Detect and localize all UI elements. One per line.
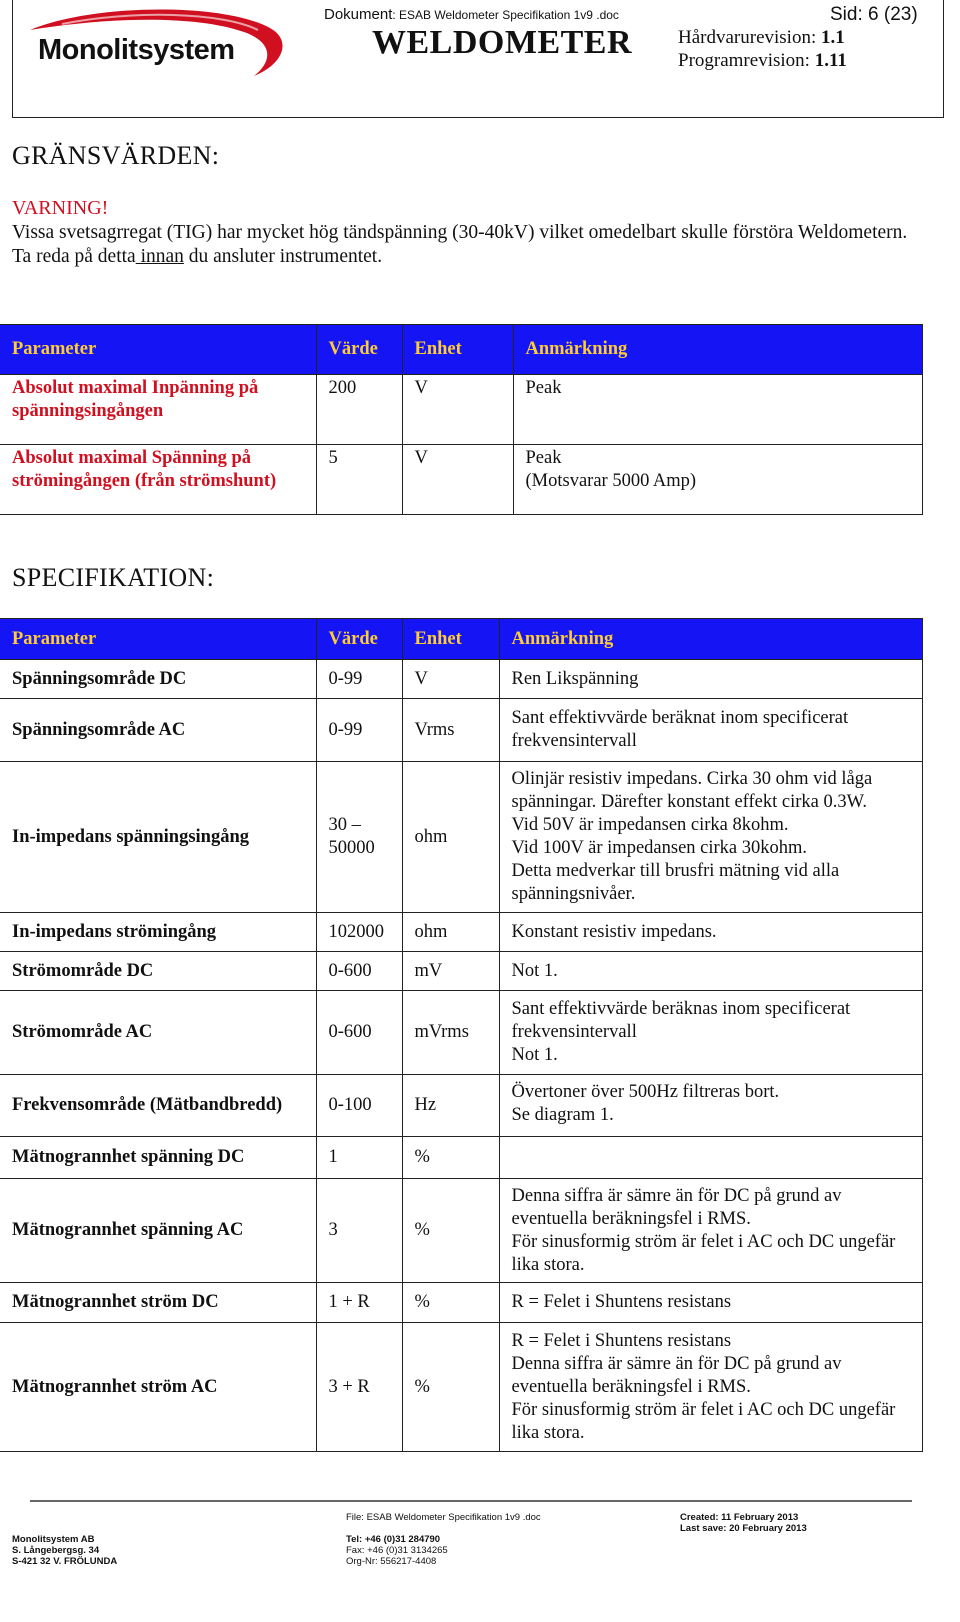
param-cell: Absolut maximal Spänning på strömingången (från strömshunt) xyxy=(0,445,316,515)
note-cell: Olinjär resistiv impedans. Cirka 30 ohm vid låga spänningar. Därefter konstant effekt cirka 0.3W. Vid 50V är impedansen cirka 8kohm. Vid 100V är impedansen cirka 30kohm. Detta medverkar till brusfri mätning vid alla spänningsnivåer. xyxy=(499,762,922,913)
param-cell: Mätnogrannhet spänning AC xyxy=(0,1179,316,1283)
note-cell: Not 1. xyxy=(499,952,922,991)
unit-cell: ohm xyxy=(402,762,499,913)
column-header: Värde xyxy=(316,325,402,375)
note-cell: Sant effektivvärde beräknat inom specificerat frekvensintervall xyxy=(499,699,922,762)
param-cell: Mätnogrannhet spänning DC xyxy=(0,1137,316,1179)
table-row xyxy=(0,1283,922,1323)
table-row xyxy=(0,762,922,913)
value-cell: 0-99 xyxy=(316,699,402,762)
param-cell: Strömområde DC xyxy=(0,952,316,991)
value-cell: 30 – 50000 xyxy=(316,762,402,913)
value-cell: 3 + R xyxy=(316,1323,402,1452)
footer-tel: Tel: +46 (0)31 284790 xyxy=(346,1534,441,1545)
value-cell: 1 xyxy=(316,1137,402,1179)
param-cell: Strömområde AC xyxy=(0,991,316,1075)
page-number: Sid: 6 (23) xyxy=(830,4,918,25)
footer-company: Monolitsystem AB xyxy=(12,1534,95,1545)
note-cell: R = Felet i Shuntens resistans Denna siffra är sämre än för DC på grund av eventuella beräkningsfel i RMS. För sinusformig ström är felet i AC och DC ungefär lika stora. xyxy=(499,1323,922,1452)
footer-file: File: ESAB Weldometer Specifikation 1v9 .doc xyxy=(346,1512,541,1523)
unit-cell: % xyxy=(402,1137,499,1179)
column-header: Parameter xyxy=(0,325,316,375)
note-cell: Peak xyxy=(513,375,922,445)
column-header: Enhet xyxy=(402,619,499,660)
unit-cell: % xyxy=(402,1283,499,1323)
document-name: Dokument: ESAB Weldometer Specifikation 1v9 .doc xyxy=(324,6,619,23)
spec-table-header xyxy=(0,619,922,660)
limits-heading: GRÄNSVÄRDEN: xyxy=(12,141,220,170)
limits-table-header xyxy=(0,325,922,375)
note-cell xyxy=(499,1137,922,1179)
column-header: Enhet xyxy=(402,325,513,375)
unit-cell: Vrms xyxy=(402,699,499,762)
table-row xyxy=(0,1075,922,1137)
footer-created: Created: 11 February 2013 xyxy=(680,1512,799,1523)
value-cell: 102000 xyxy=(316,913,402,952)
spec-table xyxy=(0,618,923,1452)
unit-cell: % xyxy=(402,1323,499,1452)
spec-heading: SPECIFIKATION: xyxy=(12,563,215,592)
unit-cell: % xyxy=(402,1179,499,1283)
table-row xyxy=(0,660,922,699)
note-cell: Denna siffra är sämre än för DC på grund av eventuella beräkningsfel i RMS. För sinusformig ström är felet i AC och DC ungefär lika stora. xyxy=(499,1179,922,1283)
unit-cell: V xyxy=(402,375,513,445)
footer-divider xyxy=(30,1500,912,1502)
warning-title: VARNING! xyxy=(12,197,109,219)
footer-last-save: Last save: 20 February 2013 xyxy=(680,1523,807,1534)
table-row xyxy=(0,913,922,952)
note-cell: Övertoner över 500Hz filtreras bort. Se diagram 1. xyxy=(499,1075,922,1137)
footer-fax: Fax: +46 (0)31 3134265 xyxy=(346,1545,448,1556)
table-row xyxy=(0,445,922,515)
value-cell: 1 + R xyxy=(316,1283,402,1323)
table-row xyxy=(0,1179,922,1283)
company-logo-text: Monolitsystem xyxy=(38,34,235,66)
value-cell: 5 xyxy=(316,445,402,515)
note-cell: Ren Likspänning xyxy=(499,660,922,699)
footer-street: S. Långebergsg. 34 xyxy=(12,1545,100,1556)
warning-text: Vissa svetsagrregat (TIG) har mycket hög tändspänning (30-40kV) vilket omedelbart skulle förstöra Weldometern. Ta reda på detta innan du ansluter instrumentet. xyxy=(12,222,908,267)
table-row xyxy=(0,699,922,762)
value-cell: 3 xyxy=(316,1179,402,1283)
param-cell: Mätnogrannhet ström DC xyxy=(0,1283,316,1323)
column-header: Anmärkning xyxy=(499,619,922,660)
table-row xyxy=(0,1137,922,1179)
unit-cell: mVrms xyxy=(402,991,499,1075)
note-cell: Sant effektivvärde beräknas inom specificerat frekvensintervall Not 1. xyxy=(499,991,922,1075)
value-cell: 200 xyxy=(316,375,402,445)
note-cell: Konstant resistiv impedans. xyxy=(499,913,922,952)
value-cell: 0-600 xyxy=(316,952,402,991)
value-cell: 0-99 xyxy=(316,660,402,699)
column-header: Värde xyxy=(316,619,402,660)
table-row xyxy=(0,1323,922,1452)
program-revision: Programrevision: 1.11 xyxy=(678,50,847,71)
footer-city: S-421 32 V. FRÖLUNDA xyxy=(12,1556,118,1567)
note-cell: R = Felet i Shuntens resistans xyxy=(499,1283,922,1323)
hardware-revision: Hårdvarurevision: 1.1 xyxy=(678,27,845,48)
param-cell: Spänningsområde DC xyxy=(0,660,316,699)
table-row xyxy=(0,375,922,445)
unit-cell: ohm xyxy=(402,913,499,952)
footer-org: Org-Nr: 556217-4408 xyxy=(346,1556,437,1567)
limits-table xyxy=(0,324,923,515)
document-title: WELDOMETER xyxy=(372,24,633,61)
unit-cell: Hz xyxy=(402,1075,499,1137)
table-row xyxy=(0,952,922,991)
table-row xyxy=(0,991,922,1075)
param-cell: Mätnogrannhet ström AC xyxy=(0,1323,316,1452)
param-cell: In-impedans spänningsingång xyxy=(0,762,316,913)
unit-cell: V xyxy=(402,660,499,699)
param-cell: Frekvensområde (Mätbandbredd) xyxy=(0,1075,316,1137)
param-cell: Spänningsområde AC xyxy=(0,699,316,762)
note-cell: Peak (Motsvarar 5000 Amp) xyxy=(513,445,922,515)
unit-cell: V xyxy=(402,445,513,515)
company-logo xyxy=(22,6,292,86)
param-cell: Absolut maximal Inpänning på spänningsingången xyxy=(0,375,316,445)
column-header: Parameter xyxy=(0,619,316,660)
param-cell: In-impedans strömingång xyxy=(0,913,316,952)
column-header: Anmärkning xyxy=(513,325,922,375)
value-cell: 0-100 xyxy=(316,1075,402,1137)
value-cell: 0-600 xyxy=(316,991,402,1075)
unit-cell: mV xyxy=(402,952,499,991)
